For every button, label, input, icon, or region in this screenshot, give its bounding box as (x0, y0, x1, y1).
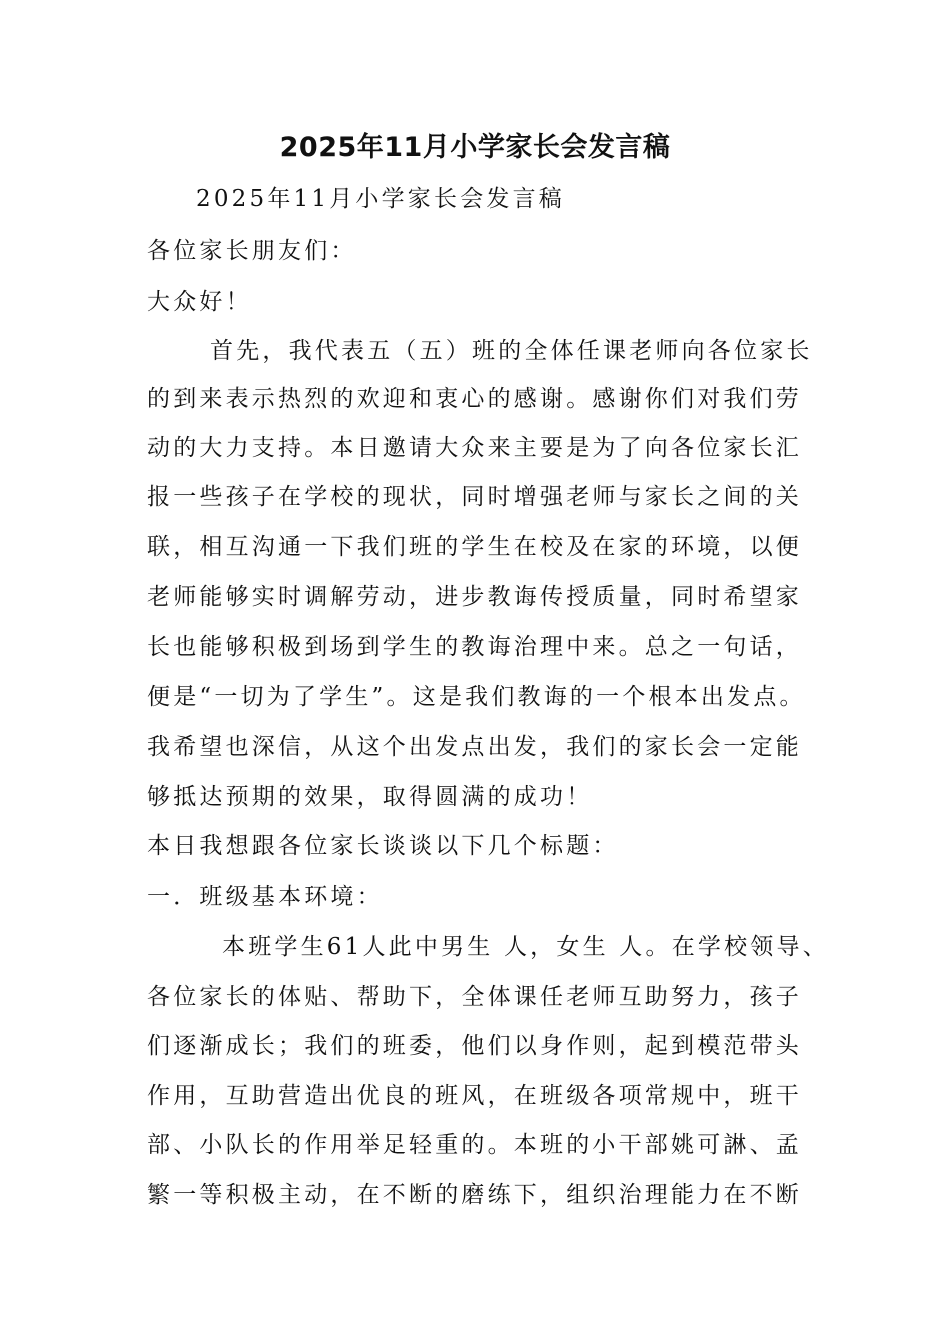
document-title: 2025年11月小学家长会发言稿 (279, 132, 671, 163)
paragraph-line: 我希望也深信，从这个出发点出发，我们的家长会一定能 (147, 734, 802, 760)
paragraph-line: 便是“一切为了学生”。这是我们教诲的一个根本出发点。 (147, 684, 806, 710)
paragraph-line: 本班学生61人此中男生 人，女生 人。在学校领导、 (222, 934, 829, 960)
section-heading: 一．班级基本环境： (147, 884, 383, 910)
paragraph-line: 长也能够积极到场到学生的教诲治理中来。总之一句话， (147, 634, 802, 660)
paragraph-line: 首先，我代表五（五）班的全体任课老师向各位家长 (210, 338, 813, 364)
paragraph-line: 够抵达预期的效果，取得圆满的成功！ (147, 784, 593, 810)
paragraph-line: 部、小队长的作用举足轻重的。本班的小干部姚可諃、孟 (147, 1132, 802, 1158)
paragraph-line: 作用，互助营造出优良的班风，在班级各项常规中，班干 (147, 1083, 802, 1109)
subtitle-line: 2025年11月小学家长会发言稿 (196, 186, 565, 212)
paragraph-line: 动的大力支持。本日邀请大众来主要是为了向各位家长汇 (147, 435, 802, 461)
paragraph-line: 们逐渐成长；我们的班委，他们以身作则，起到模范带头 (147, 1033, 802, 1059)
paragraph-line: 老师能够实时调解劳动，进步教诲传授质量，同时希望家 (147, 584, 802, 610)
paragraph-line: 报一些孩子在学校的现状，同时增强老师与家长之间的关 (147, 484, 802, 510)
paragraph-line: 联，相互沟通一下我们班的学生在校及在家的环境，以便 (147, 534, 802, 560)
topic-intro-line: 本日我想跟各位家长谈谈以下几个标题： (147, 833, 619, 859)
paragraph-line: 各位家长的体贴、帮助下，全体课任老师互助努力，孩子 (147, 984, 802, 1010)
greeting-line: 大众好！ (147, 289, 252, 315)
paragraph-line: 繁一等积极主动，在不断的磨练下，组织治理能力在不断 (147, 1182, 802, 1208)
salutation-line: 各位家长朋友们： (147, 238, 357, 264)
paragraph-line: 的到来表示热烈的欢迎和衷心的感谢。感谢你们对我们劳 (147, 386, 802, 412)
